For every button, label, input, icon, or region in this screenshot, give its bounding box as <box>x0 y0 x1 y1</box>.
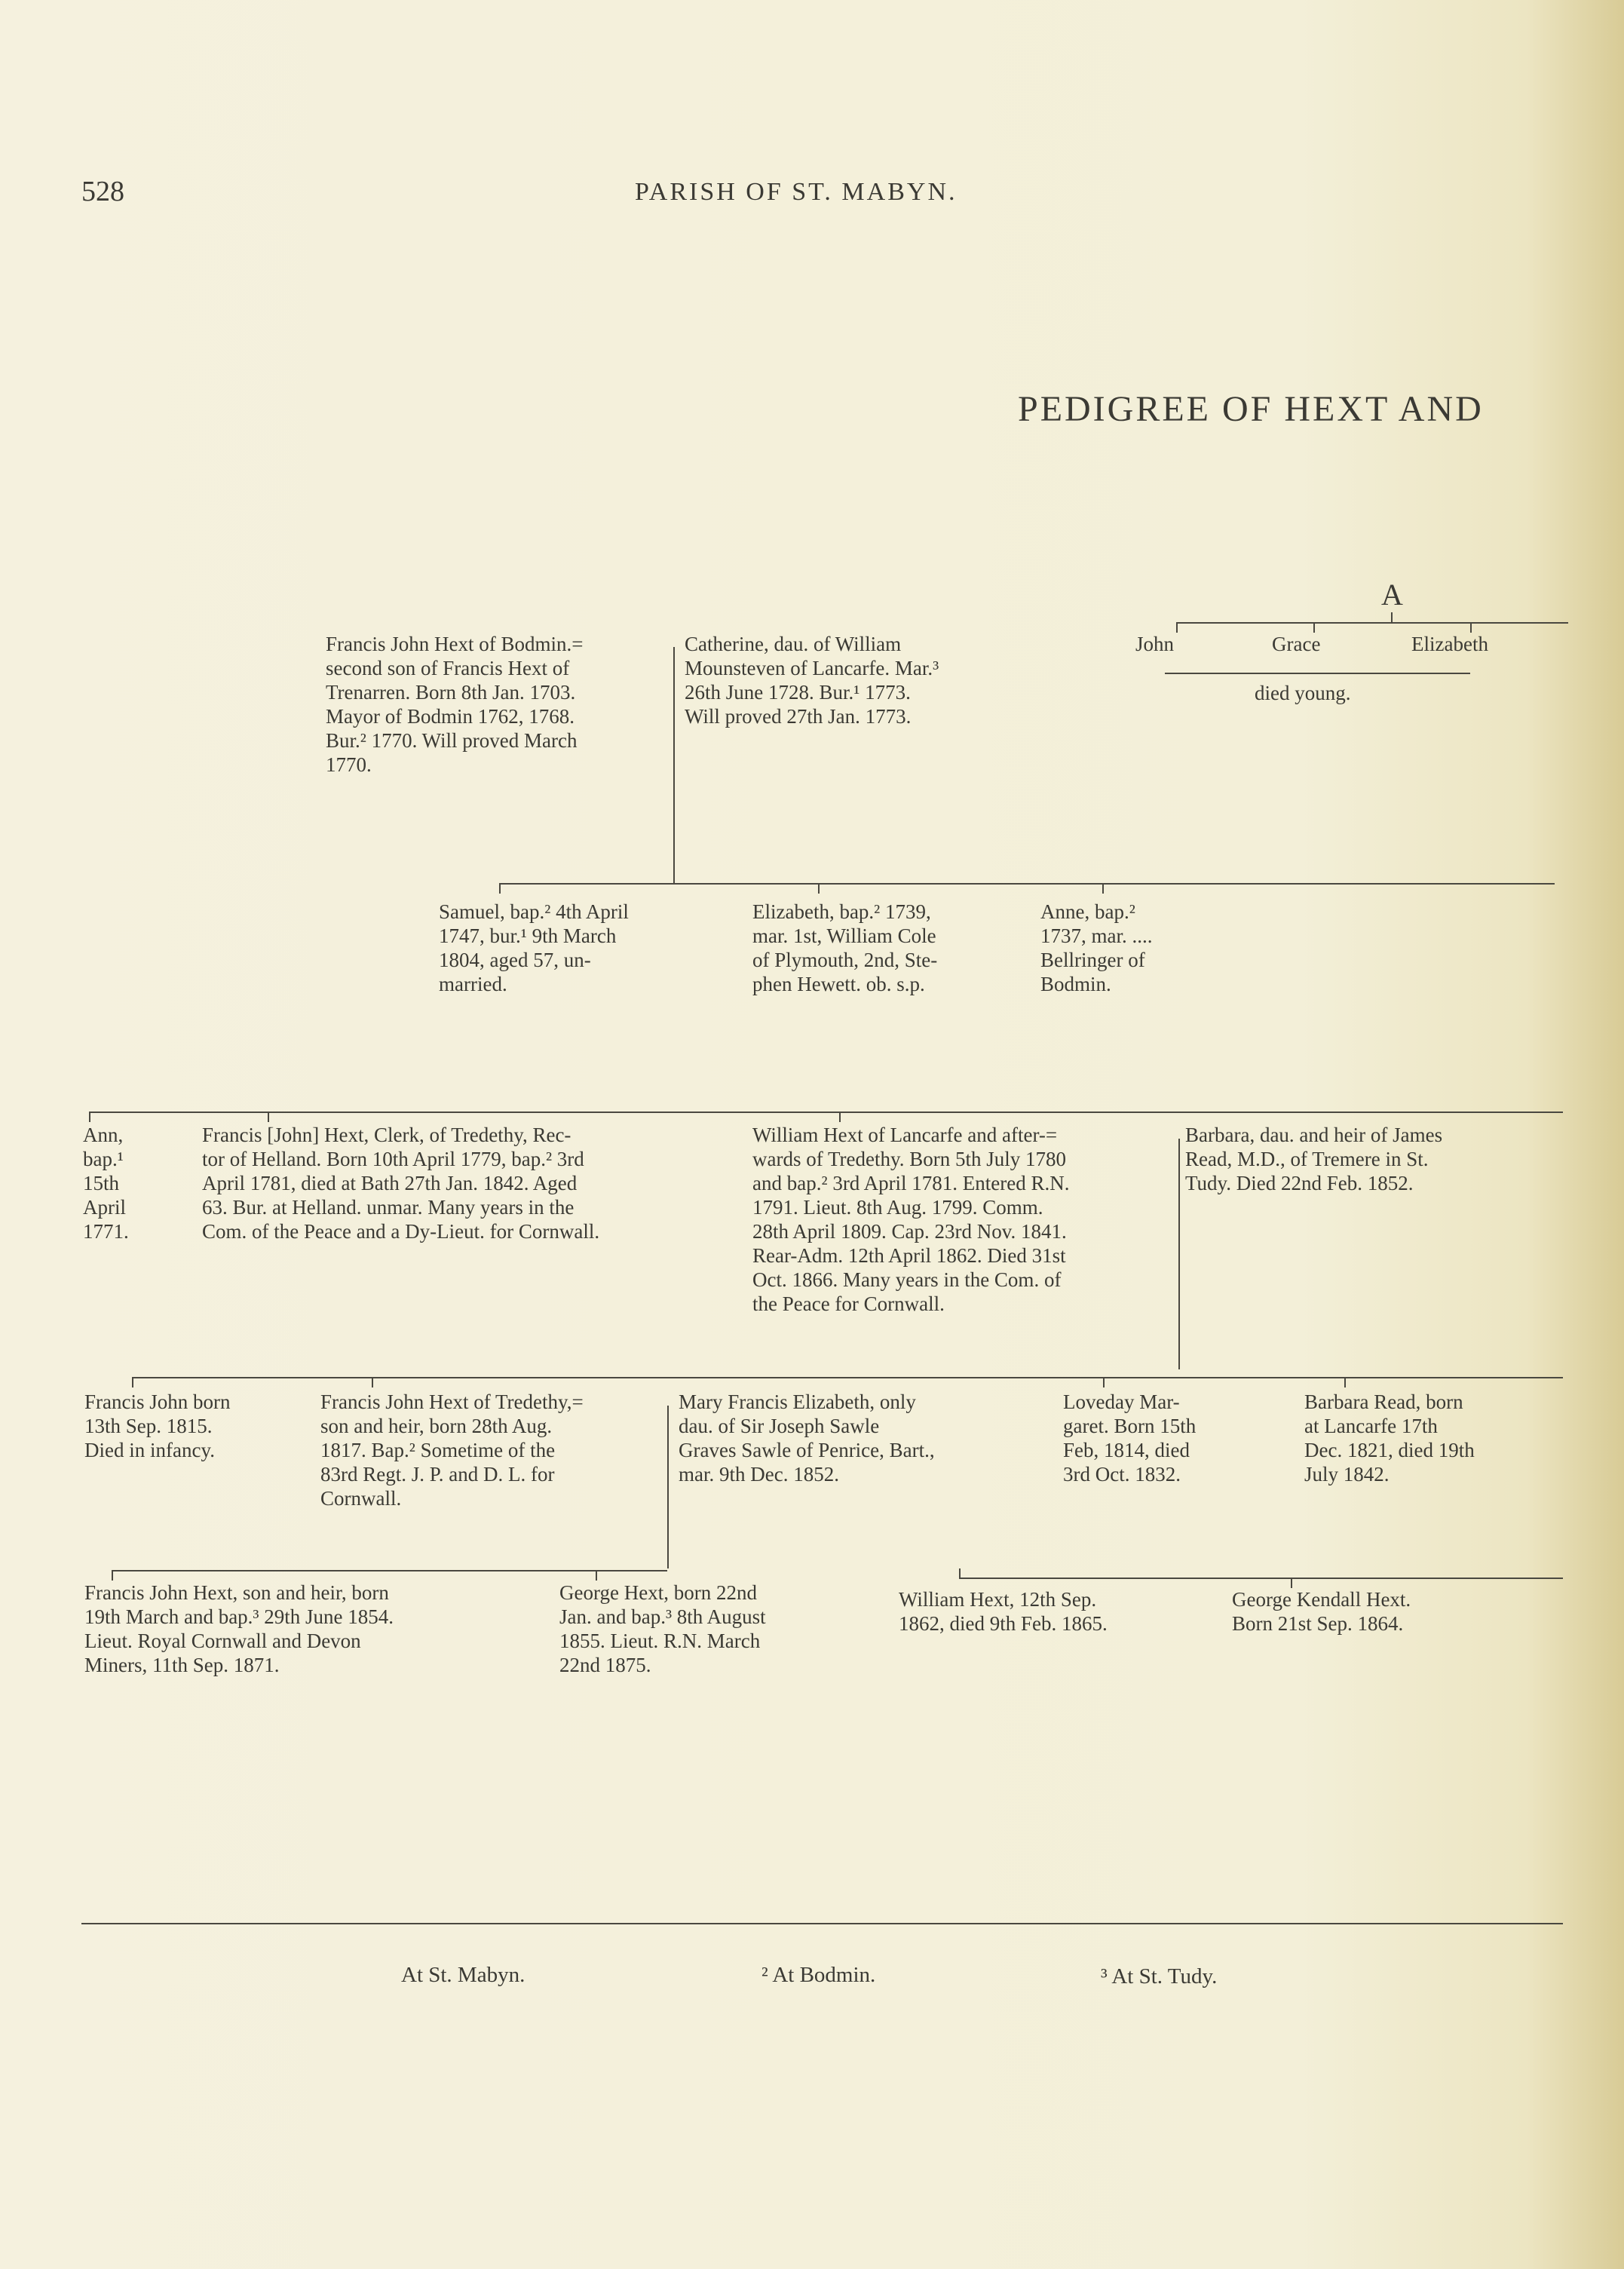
footnote-rule <box>81 1923 1563 1924</box>
siblings-note: died young. <box>1255 682 1351 704</box>
running-title: PARISH OF ST. MABYN. <box>635 178 958 206</box>
gen3-line <box>89 1112 1563 1113</box>
elizabeth-cole: Elizabeth, bap.² 1739, mar. 1st, William Cole of Plymouth, 2nd, Ste- phen Hewett. ob. s.p. <box>752 900 938 995</box>
footnote-1: At St. Mabyn. <box>401 1963 526 1987</box>
barbara-read: Barbara, dau. and heir of James Read, M.D., of Tremere in St. Tudy. Died 22nd Feb. 1852. <box>1185 1124 1443 1194</box>
page-title: PEDIGREE OF HEXT AND <box>1018 389 1484 429</box>
sibling-elizabeth: Elizabeth <box>1411 633 1488 655</box>
mary-francis-elizabeth-sawle: Mary Francis Elizabeth, only dau. of Sir Joseph Sawle Graves Sawle of Penrice, Bart., mar. 9th Dec. 1852. <box>679 1391 935 1486</box>
footnote-2: ² At Bodmin. <box>761 1963 876 1987</box>
francis-john-hext-tredethy: Francis John Hext of Tredethy,= son and heir, born 28th Aug. 1817. Bap.² Sometime of the 83rd Regt. J. P. and D. L. for Cornwall. <box>320 1391 584 1510</box>
gen4-descent-line <box>667 1406 669 1568</box>
barbara-read-hext: Barbara Read, born at Lancarfe 17th Dec. 1821, died 19th July 1842. <box>1304 1391 1475 1486</box>
samuel: Samuel, bap.² 4th April 1747, bur.¹ 9th March 1804, aged 57, un- married. <box>439 900 629 995</box>
siblings-line <box>1176 622 1568 624</box>
anne-bellringer: Anne, bap.² 1737, mar. .... Bellringer of Bodmin. <box>1040 900 1153 995</box>
sibling-grace: Grace <box>1272 633 1321 655</box>
george-hext: George Hext, born 22nd Jan. and bap.³ 8th August 1855. Lieut. R.N. March 22nd 1875. <box>559 1581 766 1676</box>
catherine-mounsteven: Catherine, dau. of William Mounsteven of Lancarfe. Mar.³ 26th June 1728. Bur.¹ 1773. Will proved 27th Jan. 1773. <box>685 633 939 728</box>
page-number: 528 <box>81 176 124 207</box>
sibling-john: John <box>1135 633 1175 655</box>
gen4-line <box>132 1377 1563 1378</box>
gen5-line-right <box>959 1578 1563 1579</box>
siblings-brace <box>1165 673 1470 674</box>
gen2-line <box>499 883 1555 885</box>
william-hext-rear-adm: William Hext of Lancarfe and after-= wards of Tredethy. Born 5th July 1780 and bap.² 3rd April 1781. Entered R.N. 1791. Lieut. 8th Aug. 1799. Comm. 28th April 1809. Cap. 23rd Nov. 1841. Rear-Adm. 12th April 1862. Died 31st Oct. 1866. Many years in the Com. of the Peace for Cornwall. <box>752 1124 1070 1315</box>
marker-a: A <box>1381 578 1403 612</box>
loveday-margaret: Loveday Mar- garet. Born 15th Feb, 1814, died 3rd Oct. 1832. <box>1063 1391 1197 1486</box>
william-hext-1862: William Hext, 12th Sep. 1862, died 9th Feb. 1865. <box>899 1588 1108 1635</box>
ann: Ann, bap.¹ 15th April 1771. <box>83 1124 129 1243</box>
footnote-3: ³ At St. Tudy. <box>1101 1964 1218 1988</box>
george-kendall-hext: George Kendall Hext. Born 21st Sep. 1864. <box>1232 1588 1411 1635</box>
francis-john-hext-bodmin: Francis John Hext of Bodmin.= second son of Francis Hext of Trenarren. Born 8th Jan. 1703. Mayor of Bodmin 1762, 1768. Bur.² 1770. Will proved March 1770. <box>326 633 584 776</box>
gen1-descent-line <box>673 647 675 883</box>
francis-rector-helland: Francis [John] Hext, Clerk, of Tredethy, Rec- tor of Helland. Born 10th April 1779, bap.² 3rd April 1781, died at Bath 27th Jan. 1842. Aged 63. Bur. at Helland. unmar. Many years in the Com. of the Peace and a Dy-Lieut. for Cornwall. <box>202 1124 600 1243</box>
francis-john-hext-heir: Francis John Hext, son and heir, born 19th March and bap.³ 29th June 1854. Lieut. Royal Cornwall and Devon Miners, 11th Sep. 1871. <box>84 1581 394 1676</box>
gen3-descent-line <box>1178 1139 1180 1369</box>
francis-john-infant: Francis John born 13th Sep. 1815. Died in infancy. <box>84 1391 231 1461</box>
gen5-line-left <box>112 1570 667 1571</box>
